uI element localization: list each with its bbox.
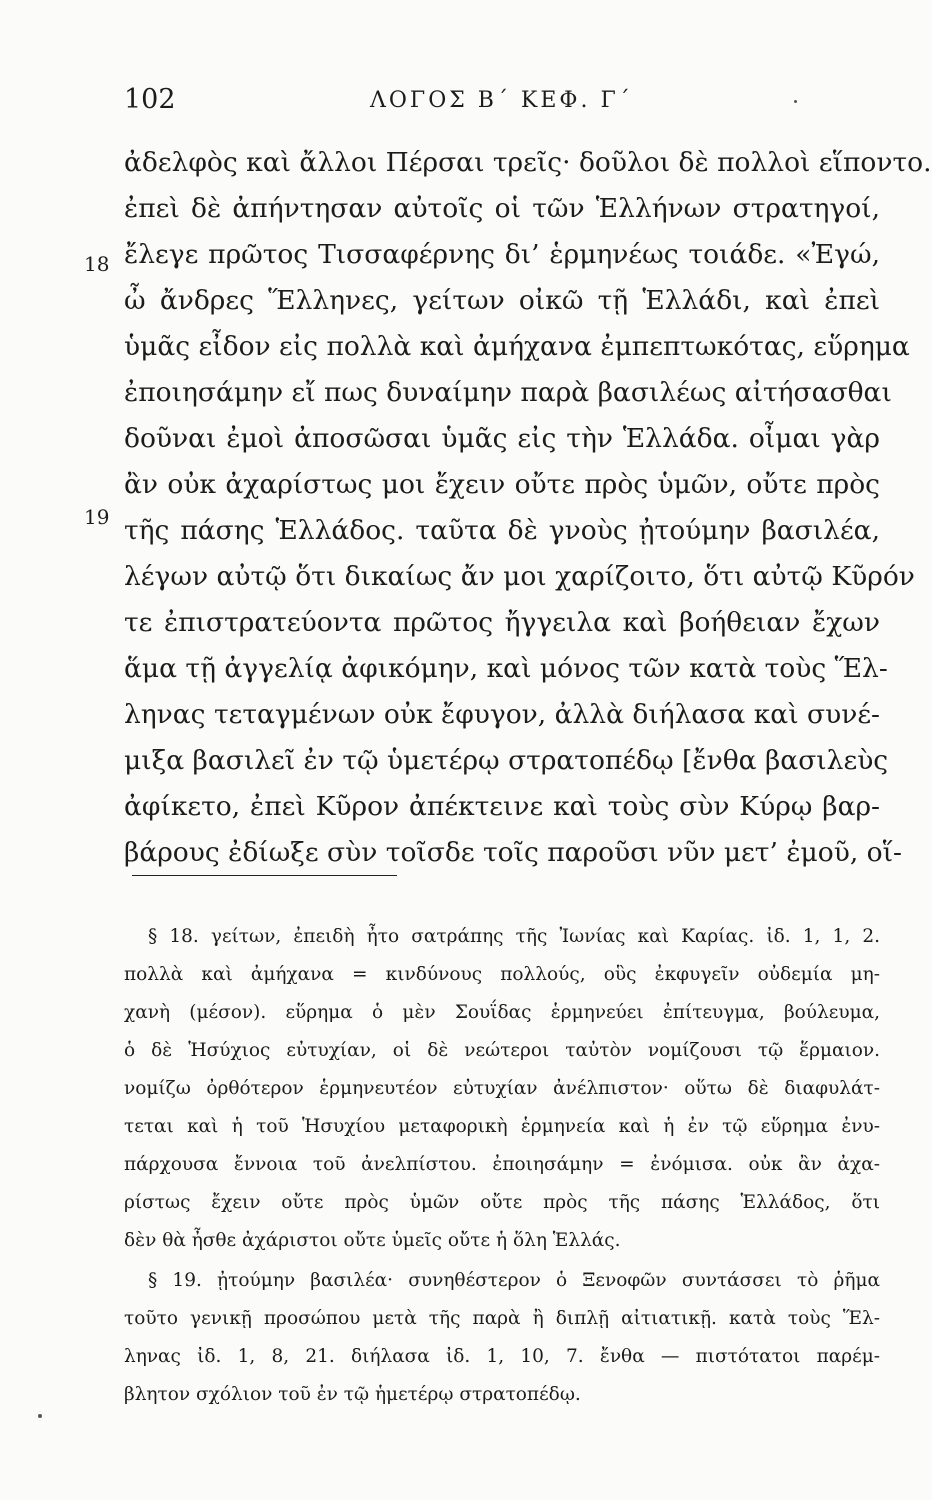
footnote-rule <box>132 875 397 876</box>
footnote-line: βλητον σχόλιον τοῦ ἐν τῷ ἡμετέρῳ στρατοπέδῳ. <box>124 1384 581 1405</box>
text-line: δοῦναι ἐμοὶ ἀποσῶσαι ὑμᾶς εἰς τὴν Ἑλλάδα. οἶμαι γὰρ <box>124 423 880 454</box>
page-number: 102 <box>124 84 176 115</box>
ink-speck <box>794 100 797 103</box>
text-line: ἐποιησάμην εἴ πως δυναίμην παρὰ βασιλέως αἰτήσασθαι <box>124 377 892 408</box>
text-line: μιξα βασιλεῖ ἐν τῷ ὑμετέρῳ στρατοπέδῳ [ἔνθα βασιλεὺς <box>124 745 889 776</box>
footnote-line: ληνας ἰδ. 1, 8, 21. διήλασα ἰδ. 1, 10, 7. ἔνθα — πιστότατοι παρέμ- <box>124 1346 880 1367</box>
text-line: ὑμᾶς εἶδον εἰς πολλὰ καὶ ἀμήχανα ἐμπεπτωκότας, εὕρημα <box>124 331 910 362</box>
text-line: ἀφίκετο, ἐπεὶ Κῦρον ἀπέκτεινε καὶ τοὺς σὺν Κύρῳ βαρ- <box>124 791 880 822</box>
footnote-line: τοῦτο γενικῇ προσώπου μετὰ τῆς παρὰ ἢ διπλῇ αἰτιατικῇ. κατὰ τοὺς Ἕλ- <box>124 1308 880 1329</box>
text-line: ἅμα τῇ ἀγγελίᾳ ἀφικόμην, καὶ μόνος τῶν κατὰ τοὺς Ἕλ- <box>124 653 888 684</box>
text-line: ἂν οὐκ ἀχαρίστως μοι ἔχειν οὔτε πρὸς ὑμῶν, οὔτε πρὸς <box>124 469 880 500</box>
text-line: ληνας τεταγμένων οὐκ ἔφυγον, ἀλλὰ διήλασα καὶ συνέ- <box>124 699 881 730</box>
margin-number-18: 18 <box>84 252 110 276</box>
footnote-line: § 18. γείτων, ἐπειδὴ ἦτο σατράπης τῆς Ἰωνίας καὶ Καρίας. ἰδ. 1, 1, 2. <box>148 926 880 947</box>
footnote-line: τεται καὶ ἡ τοῦ Ἡσυχίου μεταφορικὴ ἑρμηνεία καὶ ἡ ἐν τῷ εὕρημα ἐνυ- <box>124 1116 880 1137</box>
footnote-line: ρίστως ἔχειν οὔτε πρὸς ὑμῶν οὔτε πρὸς τῆς πάσης Ἑλλάδος, ὅτι <box>124 1192 880 1213</box>
footnote-line: δὲν θὰ ἦσθε ἀχάριστοι οὔτε ὑμεῖς οὔτε ἡ ὅλη Ἑλλάς. <box>124 1230 621 1251</box>
text-line: τῆς πάσης Ἑλλάδος. ταῦτα δὲ γνοὺς ᾐτούμην βασιλέα, <box>124 515 880 546</box>
running-head: ΛΟΓΟΣ Β΄ ΚΕΦ. Γ΄ <box>370 88 633 113</box>
ink-speck <box>38 1414 42 1418</box>
footnote-line: § 19. ᾐτούμην βασιλέα· συνηθέστερον ὁ Ξενοφῶν συντάσσει τὸ ῥῆμα <box>148 1270 880 1291</box>
margin-number-19: 19 <box>84 505 110 529</box>
footnote-line: πολλὰ καὶ ἀμήχανα = κινδύνους πολλούς, οὓς ἐκφυγεῖν οὐδεμία μη- <box>124 964 880 985</box>
text-line: ὦ ἄνδρες Ἕλληνες, γείτων οἰκῶ τῇ Ἑλλάδι, καὶ ἐπεὶ <box>124 285 880 316</box>
footnote-line: πάρχουσα ἔννοια τοῦ ἀνελπίστου. ἐποιησάμην = ἐνόμισα. οὐκ ἂν ἀχα- <box>124 1154 880 1175</box>
footnote-line: νομίζω ὀρθότερον ἑρμηνευτέον εὐτυχίαν ἀνέλπιστον· οὕτω δὲ διαφυλάτ- <box>124 1078 880 1099</box>
text-line: τε ἐπιστρατεύοντα πρῶτος ἤγγειλα καὶ βοήθειαν ἔχων <box>124 607 880 638</box>
footnote-line: χανὴ (μέσον). εὕρημα ὁ μὲν Σουΐδας ἑρμηνεύει ἐπίτευγμα, βούλευμα, <box>124 1002 880 1023</box>
footnote-line: ὁ δὲ Ἡσύχιος εὐτυχίαν, οἱ δὲ νεώτεροι ταὐτὸν νομίζουσι τῷ ἕρμαιον. <box>124 1040 880 1061</box>
text-line: ἀδελφὸς καὶ ἄλλοι Πέρσαι τρεῖς· δοῦλοι δὲ πολλοὶ εἵποντο. <box>124 147 932 178</box>
text-line: ἔλεγε πρῶτος Τισσαφέρνης δι’ ἑρμηνέως τοιάδε. «Ἐγώ, <box>124 239 880 270</box>
text-line: ἐπεὶ δὲ ἀπήντησαν αὐτοῖς οἱ τῶν Ἑλλήνων στρατηγοί, <box>124 193 880 224</box>
text-line: βάρους ἐδίωξε σὺν τοῖσδε τοῖς παροῦσι νῦν μετ’ ἐμοῦ, οἵ- <box>124 837 902 868</box>
text-line: λέγων αὐτῷ ὅτι δικαίως ἄν μοι χαρίζοιτο, ὅτι αὐτῷ Κῦρόν <box>124 561 915 592</box>
